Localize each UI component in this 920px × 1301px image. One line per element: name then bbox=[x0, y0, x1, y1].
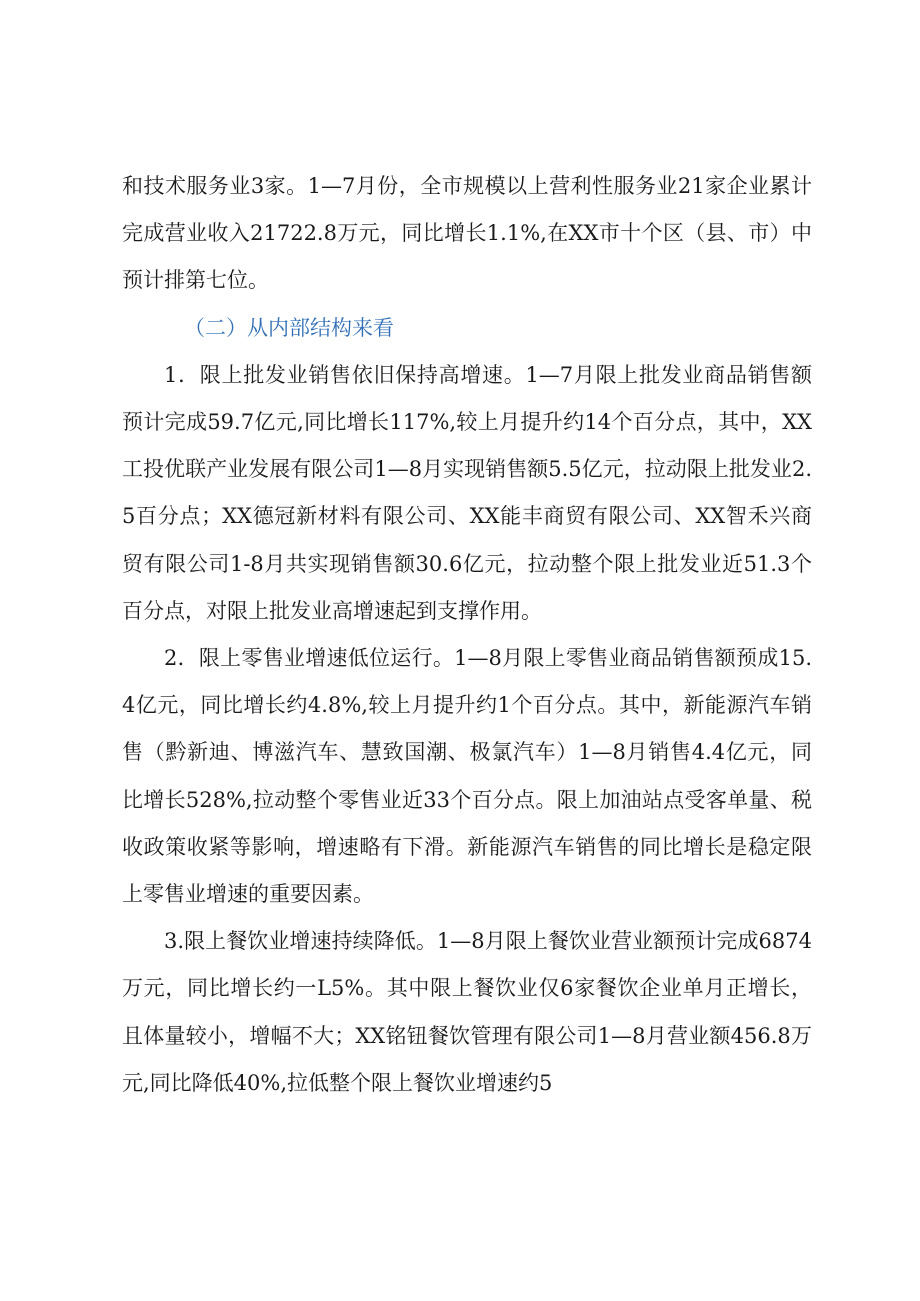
paragraph-continuation: 和技术服务业3家。1—7月份，全市规模以上营利性服务业21家企业累计完成营业收入21722.8万元，同比增长1.1%,在XX市十个区（县、市）中预计排第七位。 bbox=[122, 174, 812, 293]
document-body bbox=[122, 163, 812, 1107]
section-heading: （二）从内部结构来看 bbox=[184, 315, 394, 340]
paragraph-item-1: 1．限上批发业销售依旧保持高增速。1—7月限上批发业商品销售额预计完成59.7亿元,同比增长117%,较上月提升约14个百分点，其中，XX工投优联产业发展有限公司1—8月实现销售额5.5亿元，拉动限上批发业2.5百分点；XX德冠新材料有限公司、XX能丰商贸有限公司、XX智禾兴商贸有限公司1-8月共实现销售额30.6亿元，拉动整个限上批发业近51.3个百分点，对限上批发业高增速起到支撑作用。 bbox=[122, 362, 812, 623]
paragraph-item-2: 2．限上零售业增速低位运行。1—8月限上零售业商品销售额预成15.4亿元，同比增长约4.8%,较上月提升约1个百分点。其中，新能源汽车销售（黔新迪、博滋汽车、慧致国潮、极氯汽车）1—8月销售4.4亿元，同比增长528%,拉动整个零售业近33个百分点。限上加油站点受客单量、税收政策收紧等影响，增速略有下滑。新能源汽车销售的同比增长是稳定限上零售业增速的重要因素。 bbox=[122, 646, 812, 907]
paragraph-item-3: 3.限上餐饮业增速持续降低。1—8月限上餐饮业营业额预计完成6874万元，同比增长约一L5%。其中限上餐饮业仅6家餐饮企业单月正增长，且体量较小，增幅不大；XX铭钮餐饮管理有限公司1—8月营业额456.8万元,同比降低40%,拉低整个限上餐饮业增速约5 bbox=[122, 929, 812, 1095]
